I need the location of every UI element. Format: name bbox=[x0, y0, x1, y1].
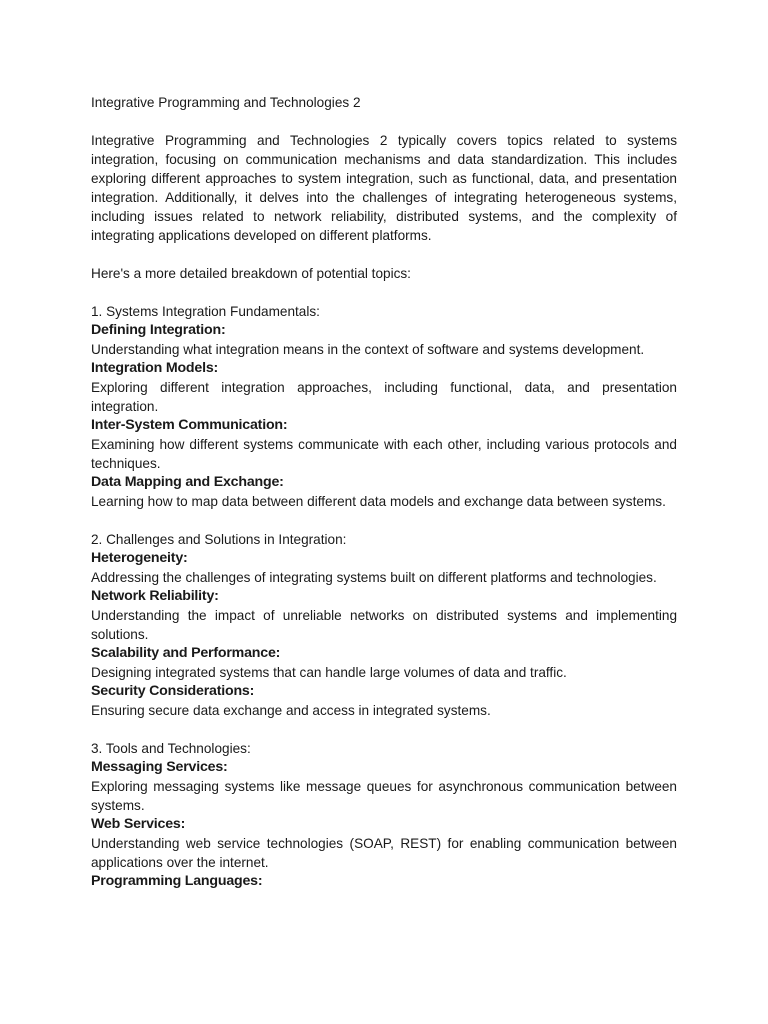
topic-item bbox=[91, 359, 677, 416]
topic-item bbox=[91, 321, 677, 359]
section-tools bbox=[91, 739, 677, 891]
topic-description: Understanding the impact of unreliable networks on distributed systems and implementing solutions. bbox=[91, 608, 677, 642]
intro-paragraph: Integrative Programming and Technologies 2 typically covers topics related to systems integration, focusing on communication mechanisms and data standardization. This includes exploring different approaches to system integration, such as functional, data, and presentation integration. Additionally, it delves into the challenges of integrating heterogeneous systems, including issues related to network reliability, distributed systems, and the complexity of integrating applications developed on different platforms. bbox=[91, 133, 677, 243]
lead-sentence: Here's a more detailed breakdown of potential topics: bbox=[91, 266, 411, 281]
topic-heading: Heterogeneity: bbox=[91, 550, 188, 566]
topic-item bbox=[91, 473, 677, 511]
topic-item bbox=[91, 549, 677, 587]
topic-heading: Messaging Services: bbox=[91, 759, 228, 775]
topic-description: Addressing the challenges of integrating systems built on different platforms and technologies. bbox=[91, 570, 657, 585]
topic-item bbox=[91, 815, 677, 872]
section-fundamentals bbox=[91, 302, 677, 511]
topic-heading: Scalability and Performance: bbox=[91, 645, 281, 661]
topic-heading: Integration Models: bbox=[91, 360, 219, 376]
topic-item bbox=[91, 758, 677, 815]
document-content bbox=[91, 93, 677, 891]
document-title: Integrative Programming and Technologies 2 bbox=[91, 95, 361, 110]
topic-description: Ensuring secure data exchange and access in integrated systems. bbox=[91, 703, 491, 718]
topic-description: Understanding web service technologies (SOAP, REST) for enabling communication between applications over the internet. bbox=[91, 836, 677, 870]
topic-description: Exploring messaging systems like message queues for asynchronous communication between systems. bbox=[91, 779, 677, 813]
topic-description: Understanding what integration means in the context of software and systems development. bbox=[91, 342, 645, 357]
topic-heading: Network Reliability: bbox=[91, 588, 219, 604]
topic-description: Designing integrated systems that can handle large volumes of data and traffic. bbox=[91, 665, 567, 680]
topic-heading: Programming Languages: bbox=[91, 873, 263, 889]
topic-description: Exploring different integration approaches, including functional, data, and presentation integration. bbox=[91, 380, 677, 414]
section-heading: 1. Systems Integration Fundamentals: bbox=[91, 304, 320, 319]
topic-item bbox=[91, 682, 677, 720]
section-heading: 2. Challenges and Solutions in Integration: bbox=[91, 532, 347, 547]
topic-item bbox=[91, 644, 677, 682]
topic-item bbox=[91, 587, 677, 644]
topic-description: Examining how different systems communicate with each other, including various protocols and techniques. bbox=[91, 437, 677, 471]
topic-heading: Inter-System Communication: bbox=[91, 417, 288, 433]
section-challenges bbox=[91, 530, 677, 720]
topic-heading: Defining Integration: bbox=[91, 322, 226, 338]
topic-heading: Data Mapping and Exchange: bbox=[91, 474, 284, 490]
topic-heading: Security Considerations: bbox=[91, 683, 255, 699]
topic-item bbox=[91, 416, 677, 473]
section-heading: 3. Tools and Technologies: bbox=[91, 741, 251, 756]
topic-description: Learning how to map data between different data models and exchange data between systems. bbox=[91, 494, 666, 509]
topic-heading: Web Services: bbox=[91, 816, 186, 832]
topic-item bbox=[91, 872, 677, 891]
